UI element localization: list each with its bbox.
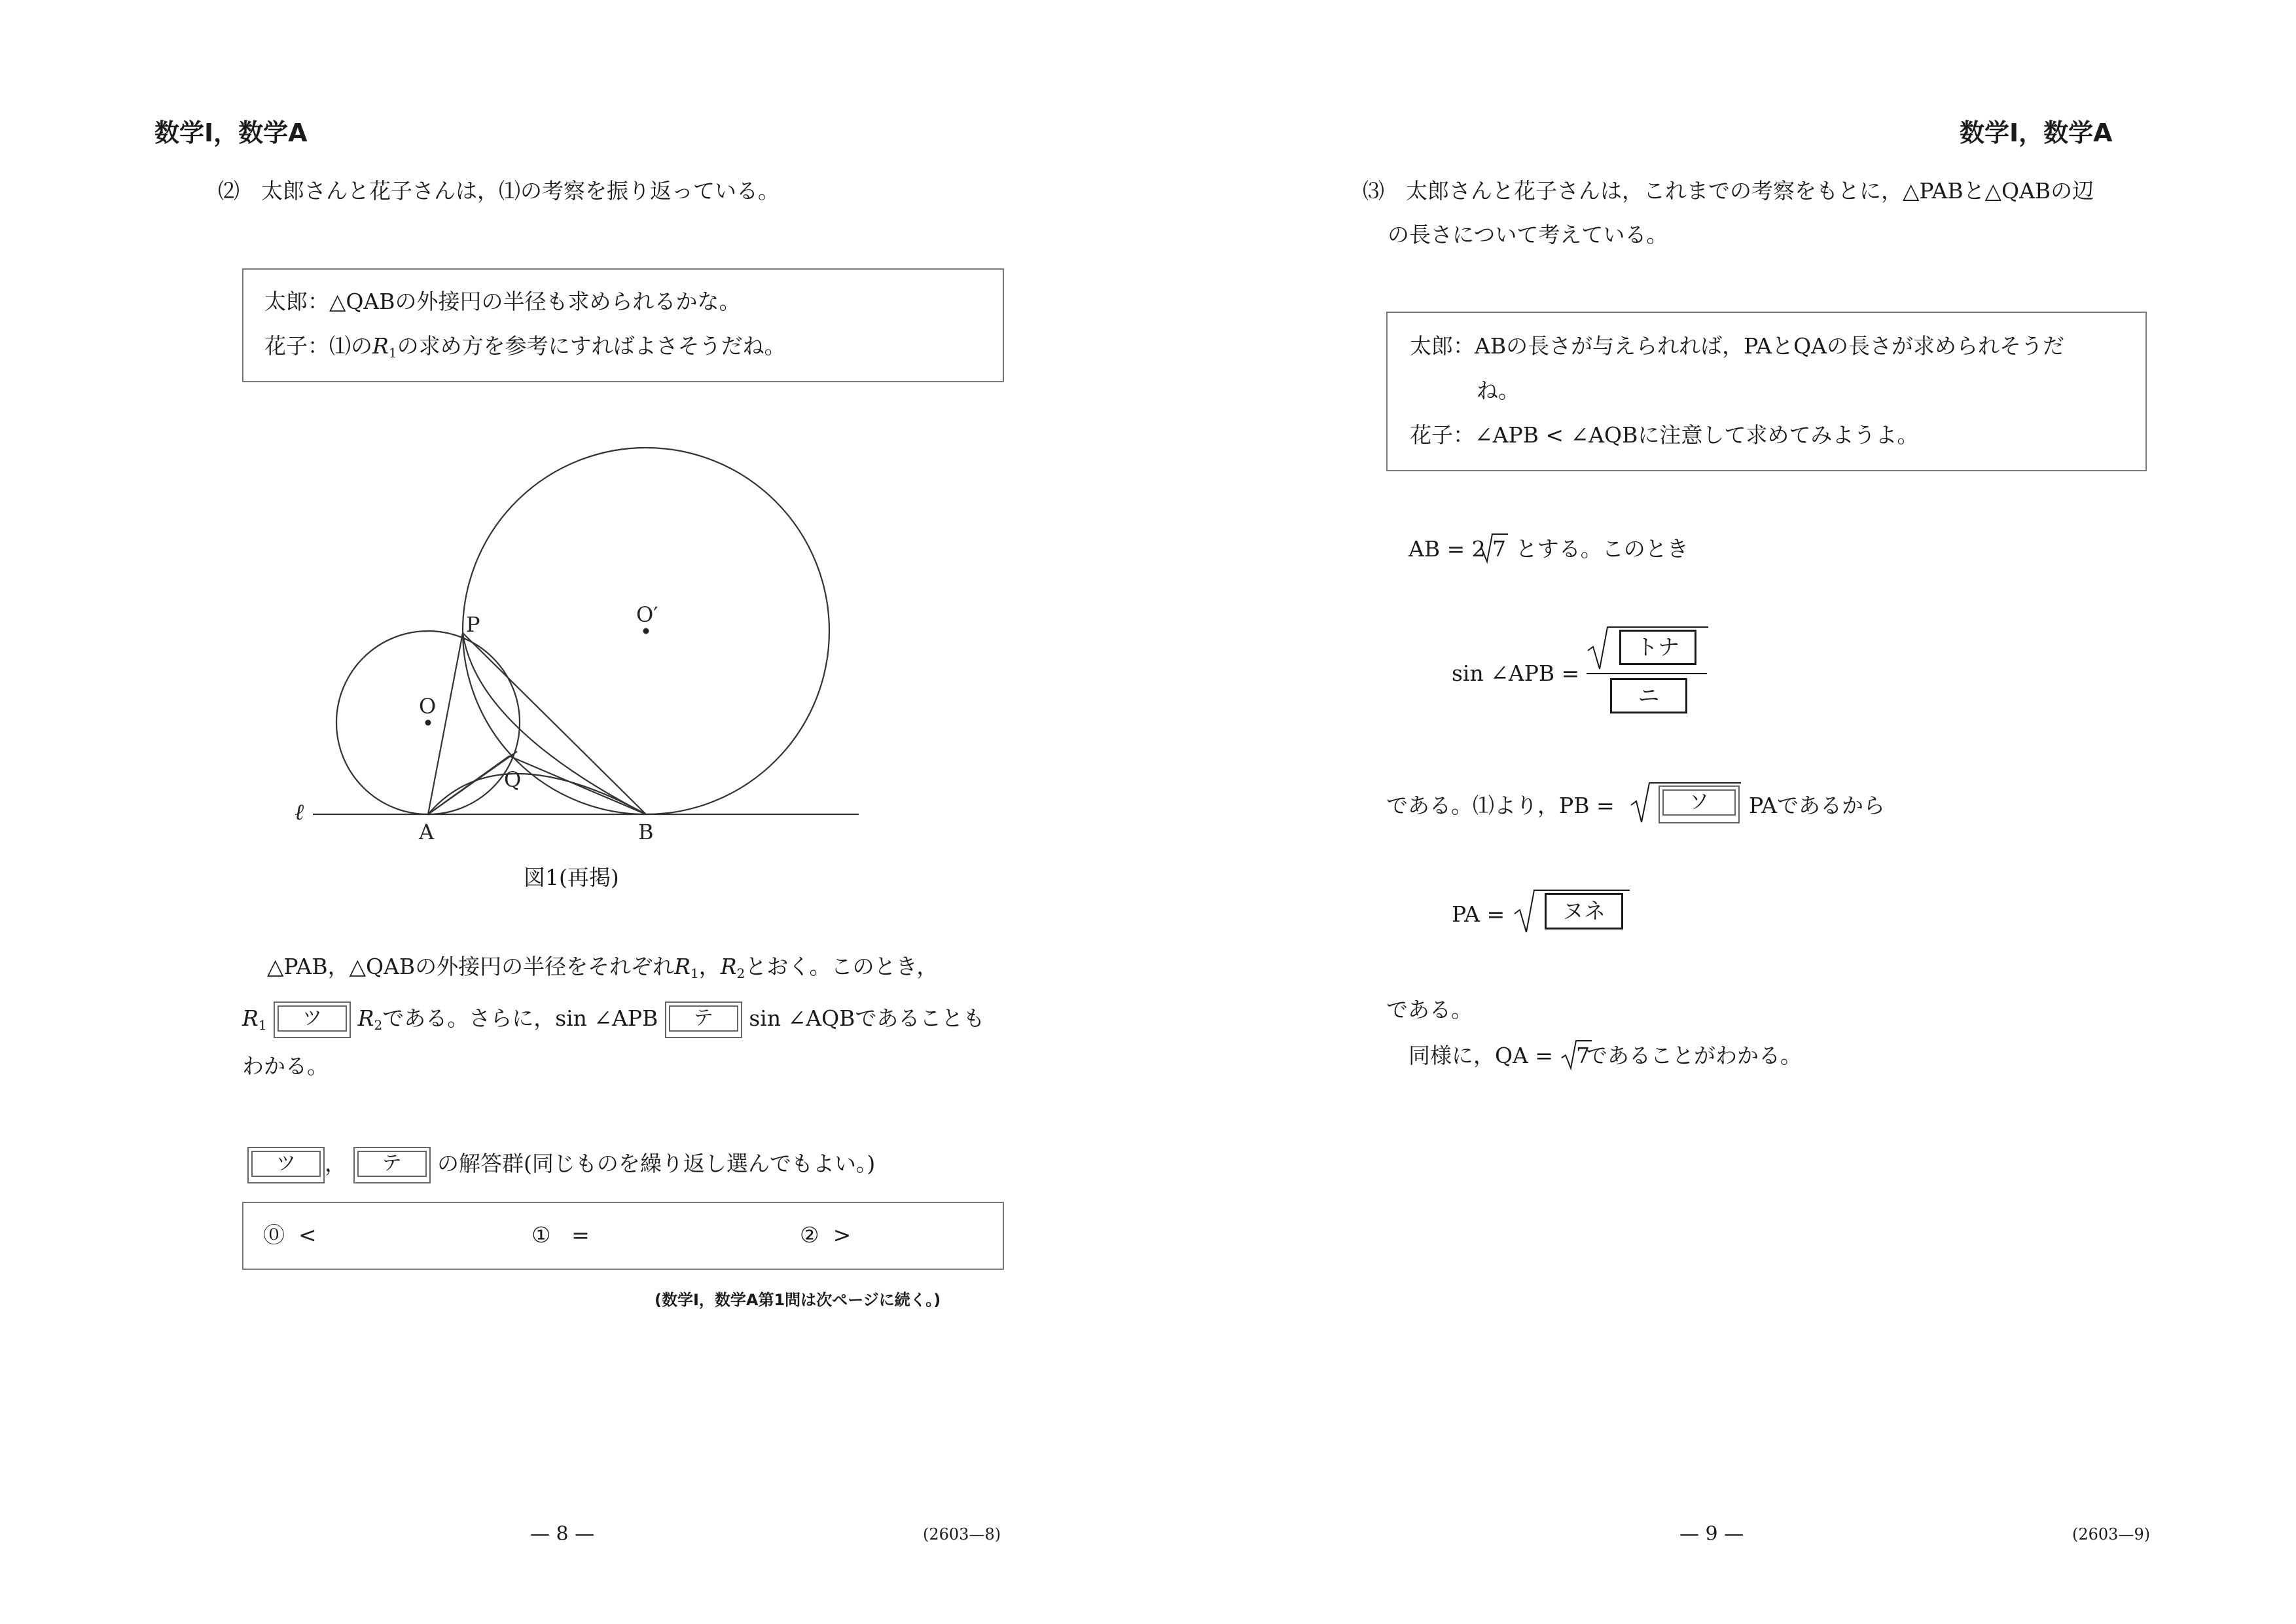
answer-box-so[interactable]: ソ (1659, 785, 1740, 823)
continuation-note: (数学Ⅰ，数学A第1問は次ページに続く。) (655, 1291, 941, 1309)
qa-line: 同様に，QA = であることがわかる。 (1408, 1043, 1803, 1068)
label-b: B (638, 820, 654, 844)
r2-symbol: R (357, 1005, 374, 1031)
dialog-hanako: 花子：⑴の$R_1$の求め方を参考にすればよさそうだね。 (264, 333, 786, 361)
label-ell: ℓ (295, 799, 304, 825)
page-number-left: — 8 — (530, 1523, 595, 1545)
choice-2-number: ② (800, 1222, 819, 1248)
answer-group-box-te: テ (353, 1147, 431, 1183)
label-p: P (466, 612, 480, 637)
label-o-prime: O′ (636, 602, 658, 627)
fraction-bar (1587, 673, 1707, 674)
answer-box-tona[interactable]: トナ (1619, 630, 1696, 665)
choice-2[interactable] (800, 1224, 851, 1246)
dialog-taro: 太郎：△QABの外接円の半径も求められるかな。 (264, 289, 741, 314)
choice-1-symbol: = (571, 1222, 590, 1248)
answer-box-tsu[interactable]: ツ (274, 1001, 351, 1038)
question-2-intro: ⑵ 太郎さんと花子さんは，⑴の考察を振り返っている。 (218, 178, 780, 204)
choice-0-symbol: < (298, 1222, 317, 1248)
pa-label: PA = (1452, 901, 1505, 927)
choice-1-number: ① (531, 1222, 551, 1248)
page-code-left: (2603—8) (923, 1525, 1001, 1543)
segment-qb (509, 756, 646, 814)
choice-0-number: ⓪ (263, 1222, 285, 1248)
answer-box-ni[interactable]: ニ (1610, 678, 1687, 713)
r1-symbol: R (242, 1005, 259, 1031)
figure-caption: 図1(再掲) (524, 865, 619, 890)
point-o (425, 720, 431, 726)
body-line-2: $R_1$ ツ $R_2$である。さらに，sin ∠APB テ sin ∠AQBであることも (242, 1001, 984, 1041)
answer-choices-box (242, 1202, 1004, 1270)
segment-pb (463, 633, 646, 814)
label-a: A (419, 820, 435, 844)
point-o-prime (643, 628, 649, 634)
question-3-line2: の長さについて考えている。 (1388, 222, 1668, 247)
question-3-line1: ⑶ 太郎さんと花子さんは，これまでの考察をもとに，△PABと△QABの辺 (1363, 178, 2094, 204)
page-header-right: 数学Ⅰ，数学A (1960, 118, 2113, 147)
dearu-line: である。 (1386, 997, 1473, 1022)
answer-box-te[interactable]: テ (665, 1001, 742, 1038)
body-line-3: わかる。 (242, 1053, 329, 1079)
pb-line-post: PAであるから (1749, 793, 1886, 818)
ab-statement: AB = 2 とする。このとき (1408, 536, 1689, 562)
answer-group-header: ツ ， テ の解答群(同じものを繰り返し選んでもよい。) (247, 1146, 875, 1183)
dialog-taro-1: 太郎：ABの長さが与えられれば，PAとQAの長さが求められそうだ (1410, 333, 2064, 359)
page-number-right: — 9 — (1679, 1523, 1744, 1545)
body-line-1: △PAB，△QABの外接円の半径をそれぞれ$R_1$，$R_2$とおく。このとき， (267, 954, 939, 981)
dialog-taro-2: ね。 (1477, 378, 1520, 403)
page-code-right: (2603—9) (2072, 1525, 2151, 1543)
sin-apb-label: sin ∠APB = (1452, 660, 1580, 686)
pb-line-pre: である。⑴より，PB = (1386, 793, 1615, 818)
answer-box-nune[interactable]: ヌネ (1545, 893, 1623, 929)
page-header-left: 数学Ⅰ，数学A (154, 118, 308, 147)
choice-2-symbol: > (833, 1222, 852, 1248)
segment-pa (428, 633, 463, 814)
dialog-hanako-right: 花子：∠APB < ∠AQBに注意して求めてみようよ。 (1410, 422, 1919, 448)
label-q: Q (504, 767, 522, 792)
label-o: O (419, 694, 437, 719)
qa-radicand: 7 (1576, 1043, 1590, 1068)
choice-1[interactable] (531, 1224, 590, 1246)
choice-0[interactable] (263, 1224, 317, 1246)
ab-radicand: 7 (1492, 536, 1506, 562)
dialog-box-right (1386, 312, 2147, 471)
answer-group-box-tsu: ツ (247, 1147, 325, 1183)
